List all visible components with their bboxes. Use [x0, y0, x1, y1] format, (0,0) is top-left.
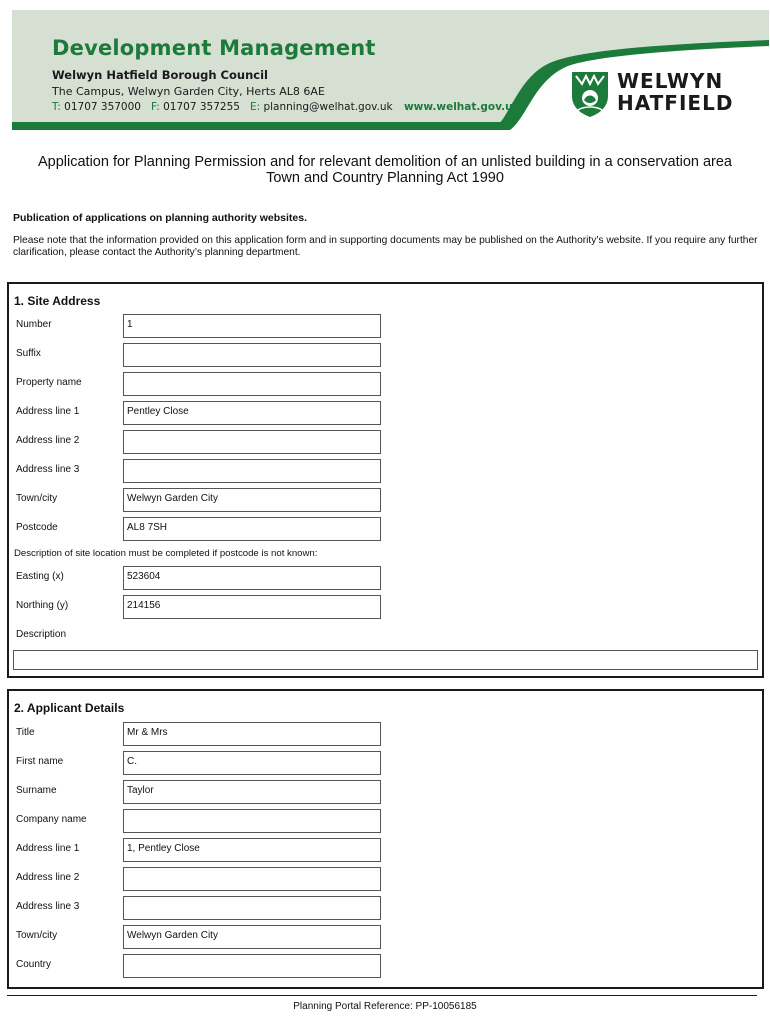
field-label: Address line 2 — [16, 435, 80, 446]
tel-number: 01707 357000 — [64, 101, 141, 113]
field-label: Surname — [16, 785, 57, 796]
header-title: Development Management — [52, 36, 376, 60]
field-label: Company name — [16, 814, 87, 825]
field-label: Address line 2 — [16, 872, 80, 883]
field-label: Address line 1 — [16, 406, 80, 417]
company-name-field[interactable] — [123, 809, 381, 833]
title-field[interactable]: Mr & Mrs — [123, 722, 381, 746]
field-label: Address line 3 — [16, 464, 80, 475]
council-address: The Campus, Welwyn Garden City, Herts AL8 6AE — [52, 85, 325, 98]
footer-divider — [7, 995, 757, 996]
portal-reference: Planning Portal Reference: PP-10056185 — [293, 1001, 477, 1012]
number-field[interactable]: 1 — [123, 314, 381, 338]
field-label: First name — [16, 756, 64, 767]
town-city-field[interactable]: Welwyn Garden City — [123, 925, 381, 949]
welwyn-hatfield-shield-icon — [570, 70, 610, 118]
field-label: Town/city — [16, 930, 58, 941]
field-label: Address line 3 — [16, 901, 80, 912]
fax-label: F: — [151, 101, 160, 113]
field-label: Number — [16, 319, 52, 330]
site-address-section — [7, 282, 764, 678]
field-label: Suffix — [16, 348, 41, 359]
logo-line-hatfield: HATFIELD — [617, 91, 734, 115]
surname-field[interactable]: Taylor — [123, 780, 381, 804]
email-address[interactable]: planning@welhat.gov.uk — [263, 101, 393, 113]
contact-line — [52, 101, 520, 113]
website-link[interactable]: www.welhat.gov.uk — [403, 101, 520, 113]
logo-line-welwyn: WELWYN — [617, 69, 724, 93]
field-label: Town/city — [16, 493, 58, 504]
field-label: Country — [16, 959, 52, 970]
publication-heading: Publication of applications on planning authority websites. — [13, 212, 308, 224]
field-label: Title — [16, 727, 35, 738]
field-label: Northing (y) — [16, 600, 69, 611]
fax-number: 01707 357255 — [163, 101, 240, 113]
address-line-2-field[interactable] — [123, 430, 381, 454]
form-title — [0, 154, 770, 186]
field-label: Easting (x) — [16, 571, 64, 582]
postcode-field[interactable]: AL8 7SH — [123, 517, 381, 541]
form-title-line2: Town and Country Planning Act 1990 — [266, 170, 504, 186]
country-field[interactable] — [123, 954, 381, 978]
address-line-2-field[interactable] — [123, 867, 381, 891]
address-line-3-field[interactable] — [123, 459, 381, 483]
address-line-1-field[interactable]: Pentley Close — [123, 401, 381, 425]
applicant-details-section — [7, 689, 764, 989]
field-label: Address line 1 — [16, 843, 80, 854]
field-label: Postcode — [16, 522, 58, 533]
town-city-field[interactable]: Welwyn Garden City — [123, 488, 381, 512]
description-label: Description — [16, 629, 67, 640]
property-name-field[interactable] — [123, 372, 381, 396]
first-name-field[interactable]: C. — [123, 751, 381, 775]
address-line-3-field[interactable] — [123, 896, 381, 920]
easting-field[interactable]: 523604 — [123, 566, 381, 590]
logo-wordmark — [617, 70, 733, 114]
form-title-line1: Application for Planning Permission and for relevant demolition of an unlisted building in a conservation area — [38, 154, 732, 170]
publication-note: Please note that the information provided on this application form and in supporting documents may be published on the Authority’s website. If you require any further clarification, please contact the Authority’s planning department. — [13, 235, 758, 258]
location-hint: Description of site location must be completed if postcode is not known: — [14, 548, 318, 559]
tel-label: T: — [52, 101, 61, 113]
section-heading: 1. Site Address — [14, 294, 101, 308]
field-label: Property name — [16, 377, 82, 388]
section-heading: 2. Applicant Details — [14, 701, 125, 715]
suffix-field[interactable] — [123, 343, 381, 367]
description-field[interactable] — [13, 650, 758, 670]
council-name: Welwyn Hatfield Borough Council — [52, 68, 268, 82]
email-label: E: — [249, 101, 261, 113]
address-line-1-field[interactable]: 1, Pentley Close — [123, 838, 381, 862]
northing-field[interactable]: 214156 — [123, 595, 381, 619]
